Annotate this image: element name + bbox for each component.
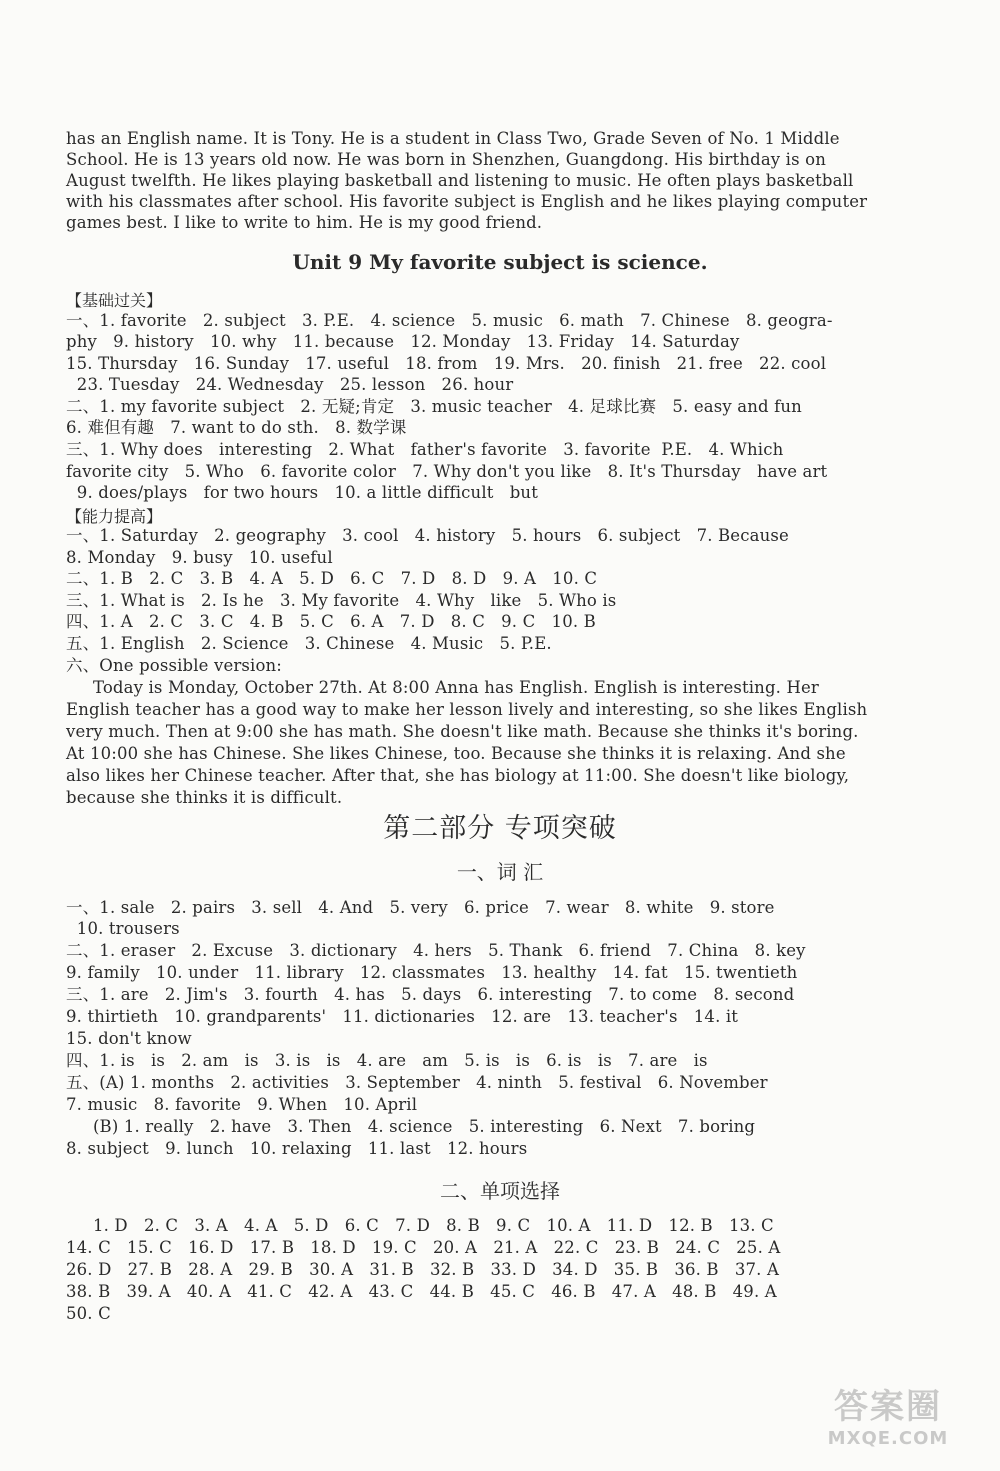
answer-line: 6. 难但有趣 7. want to do sth. 8. 数学课 (66, 418, 407, 437)
answer-line: (B) 1. really 2. have 3. Then 4. science 5. interesting 6. Next 7. boring (66, 1117, 756, 1136)
answer-line: 15. don't know (66, 1029, 192, 1048)
choice-section-title: 二、单项选择 (440, 1179, 560, 1203)
essay-line: Today is Monday, October 27th. At 8:00 Anna has English. English is interesting. Her (66, 678, 819, 697)
vocab-section-title: 一、词 汇 (456, 860, 544, 884)
answer-line: 二、1. B 2. C 3. B 4. A 5. D 6. C 7. D 8. D 9. A 10. C (66, 569, 598, 588)
essay-line: also likes her Chinese teacher. After that, she has biology at 11:00. She doesn't like biology, (66, 766, 850, 785)
answer-line: 50. C (66, 1304, 111, 1323)
answer-line: phy 9. history 10. why 11. because 12. Monday 13. Friday 14. Saturday (66, 332, 740, 351)
watermark-logo: 答案圈 (834, 1387, 942, 1427)
answer-line: favorite city 5. Who 6. favorite color 7. Why don't you like 8. It's Thursday have art (66, 462, 828, 481)
intro-line: August twelfth. He likes playing basketball and listening to music. He often plays basketball (66, 171, 854, 190)
essay-line: English teacher has a good way to make her lesson lively and interesting, so she likes English (66, 700, 868, 719)
part-title: 第二部分 专项突破 (383, 813, 617, 844)
answer-line: 7. music 8. favorite 9. When 10. April (66, 1095, 418, 1114)
essay-line: because she thinks it is difficult. (66, 788, 343, 807)
answer-line: 9. thirtieth 10. grandparents' 11. dictionaries 12. are 13. teacher's 14. it (66, 1007, 739, 1026)
answer-line: 1. D 2. C 3. A 4. A 5. D 6. C 7. D 8. B 9. C 10. A 11. D 12. B 13. C (66, 1216, 774, 1235)
section-label-basic: 【基础过关】 (66, 291, 163, 310)
answer-line: 三、1. Why does interesting 2. What father's favorite 3. favorite P.E. 4. Which (66, 440, 784, 459)
answer-line: 38. B 39. A 40. A 41. C 42. A 43. C 44. B 45. C 46. B 47. A 48. B 49. A (66, 1282, 777, 1301)
intro-line: with his classmates after school. His favorite subject is English and he likes playing computer (66, 192, 868, 211)
intro-line: has an English name. It is Tony. He is a student in Class Two, Grade Seven of No. 1 Middle (66, 129, 840, 148)
watermark-url: MXQE.COM (827, 1428, 949, 1449)
answer-line: 六、One possible version: (66, 656, 283, 675)
answer-line: 8. Monday 9. busy 10. useful (66, 548, 333, 567)
answer-line: 五、1. English 2. Science 3. Chinese 4. Music 5. P.E. (66, 634, 552, 653)
answer-line: 二、1. my favorite subject 2. 无疑;肯定 3. music teacher 4. 足球比赛 5. easy and fun (66, 397, 802, 416)
answer-line: 四、1. A 2. C 3. C 4. B 5. C 6. A 7. D 8. C 9. C 10. B (66, 612, 596, 631)
answer-line: 五、(A) 1. months 2. activities 3. September 4. ninth 5. festival 6. November (66, 1073, 768, 1092)
intro-line: games best. I like to write to him. He is my good friend. (66, 213, 543, 232)
answer-line: 23. Tuesday 24. Wednesday 25. lesson 26. hour (66, 375, 514, 394)
answer-line: 15. Thursday 16. Sunday 17. useful 18. from 19. Mrs. 20. finish 21. free 22. cool (66, 354, 827, 373)
answer-line: 四、1. is is 2. am is 3. is is 4. are am 5. is is 6. is is 7. are is (66, 1051, 708, 1070)
answer-line: 三、1. What is 2. Is he 3. My favorite 4. Why like 5. Who is (66, 591, 617, 610)
answer-line: 一、1. sale 2. pairs 3. sell 4. And 5. very 6. price 7. wear 8. white 9. store (66, 898, 775, 917)
answer-line: 9. does/plays for two hours 10. a little difficult but (66, 483, 538, 502)
essay-line: At 10:00 she has Chinese. She likes Chinese, too. Because she thinks it is relaxing. And she (66, 744, 846, 763)
answer-line: 二、1. eraser 2. Excuse 3. dictionary 4. hers 5. Thank 6. friend 7. China 8. key (66, 941, 806, 960)
essay-line: very much. Then at 9:00 she has math. She doesn't like math. Because she thinks it's boring. (66, 722, 859, 741)
section-label-advanced: 【能力提高】 (66, 507, 163, 526)
unit-title: Unit 9 My favorite subject is science. (292, 250, 708, 274)
intro-line: School. He is 13 years old now. He was born in Shenzhen, Guangdong. His birthday is on (66, 150, 826, 169)
answer-line: 一、1. favorite 2. subject 3. P.E. 4. science 5. music 6. math 7. Chinese 8. geogra- (66, 311, 833, 330)
answer-line: 一、1. Saturday 2. geography 3. cool 4. history 5. hours 6. subject 7. Because (66, 526, 789, 545)
answer-line: 14. C 15. C 16. D 17. B 18. D 19. C 20. A 21. A 22. C 23. B 24. C 25. A (66, 1238, 781, 1257)
answer-line: 26. D 27. B 28. A 29. B 30. A 31. B 32. B 33. D 34. D 35. B 36. B 37. A (66, 1260, 780, 1279)
answer-line: 9. family 10. under 11. library 12. classmates 13. healthy 14. fat 15. twentieth (66, 963, 798, 982)
answer-line: 10. trousers (66, 919, 180, 938)
answer-line: 三、1. are 2. Jim's 3. fourth 4. has 5. days 6. interesting 7. to come 8. second (66, 985, 795, 1004)
answer-line: 8. subject 9. lunch 10. relaxing 11. last 12. hours (66, 1139, 528, 1158)
watermark (798, 1379, 978, 1459)
